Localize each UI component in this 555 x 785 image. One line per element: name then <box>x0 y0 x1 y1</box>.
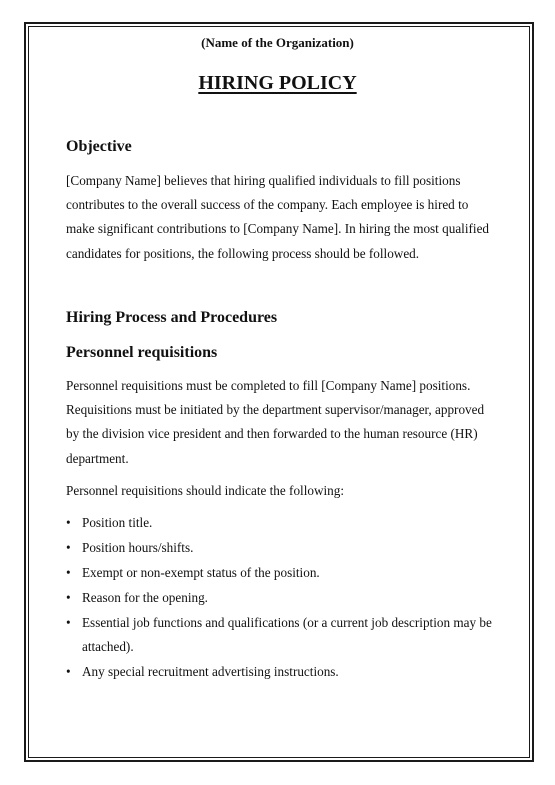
list-item-text: Reason for the opening. <box>82 590 208 605</box>
requisition-items-list <box>66 511 496 685</box>
bullet-icon: • <box>66 615 71 630</box>
list-item-text: Any special recruitment advertising instructions. <box>82 664 339 680</box>
requisitions-paragraph: Personnel requisitions must be completed to fill [Company Name] positions. Requisitions must be initiated by the department supervisor/manager, approved by the division vice president and then forwarded to the human resource (HR) department. <box>66 378 485 466</box>
requisitions-intro: Personnel requisitions should indicate the following: <box>66 483 344 498</box>
list-item-text: Position title. <box>82 515 153 530</box>
list-item-text: Essential job functions and qualifications (or a current job description may be attached). <box>82 615 492 655</box>
personnel-requisitions-heading: Personnel requisitions <box>66 344 218 361</box>
page-title: HIRING POLICY <box>198 72 357 94</box>
list-item <box>66 511 496 535</box>
organization-name: (Name of the Organization) <box>201 35 354 50</box>
objective-heading: Objective <box>66 138 132 155</box>
list-item-text: Position hours/shifts. <box>82 540 194 555</box>
list-item-text: Exempt or non-exempt status of the position. <box>82 565 320 580</box>
objective-paragraph: [Company Name] believes that hiring qualified individuals to fill positions contributes to the overall success of the company. Each employee is hired to make significant contributions to [Company Name]. In hiring the most qualified candidates for positions, the following process should be followed. <box>66 173 490 261</box>
list-item <box>66 660 496 684</box>
bullet-icon: • <box>66 664 71 680</box>
list-item <box>66 611 496 659</box>
list-item <box>66 536 496 560</box>
list-item <box>66 586 496 610</box>
bullet-icon: • <box>66 515 71 530</box>
bullet-icon: • <box>66 540 71 555</box>
bullet-icon: • <box>66 590 71 605</box>
hiring-process-heading: Hiring Process and Procedures <box>66 309 278 326</box>
list-item <box>66 561 496 585</box>
bullet-icon: • <box>66 565 71 580</box>
